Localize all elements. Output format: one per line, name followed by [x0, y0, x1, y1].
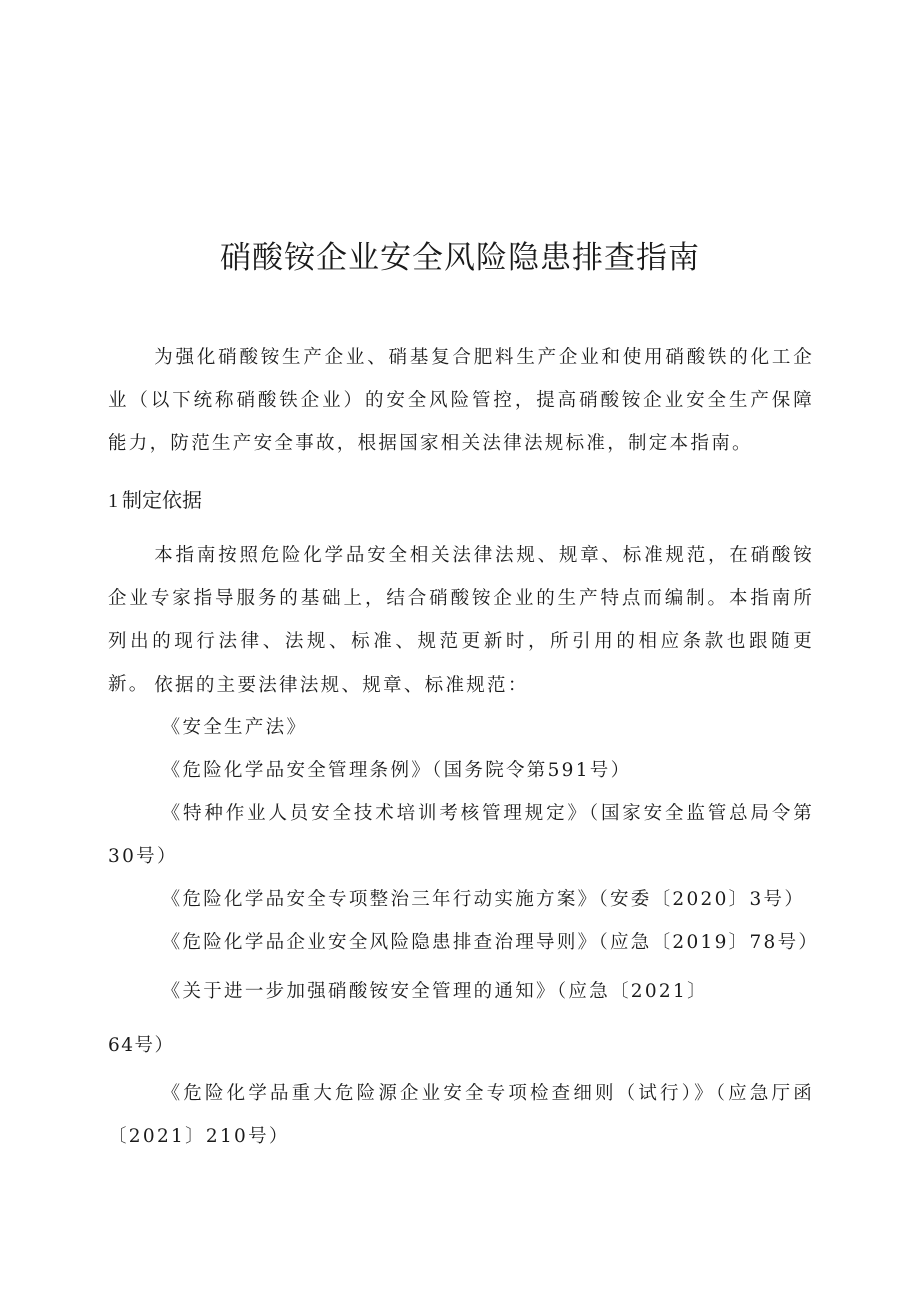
basis-paragraph: 本指南按照危险化学品安全相关法律法规、规章、标准规范，在硝酸铵企业专家指导服务的基础上，结合硝酸铵企业的生产特点而编制。本指南所列出的现行法律、法规、标准、规范更新时，所引用的相应条款也跟随更新。: [108, 545, 814, 695]
reference-item: 《危险化学品安全管理条例》（国务院令第591号）: [161, 760, 632, 781]
reference-item: 《特种作业人员安全技术培训考核管理规定》（国家安全监管总局令第30号）: [108, 803, 814, 867]
reference-item: 《安全生产法》: [161, 717, 308, 738]
reference-item: 《危险化学品企业安全风险隐患排查治理导则》（应急〔2019〕78号）: [161, 932, 820, 953]
basis-list-intro: 依据的主要法律法规、规章、标准规范：: [154, 675, 529, 696]
intro-paragraph: 为强化硝酸铵生产企业、硝基复合肥料生产企业和使用硝酸铁的化工企业（以下统称硝酸铁企业）的安全风险管控，提高硝酸铵企业安全生产保障能力，防范生产安全事故，根据国家相关法律法规标准，制定本指南。: [108, 347, 814, 454]
reference-item-continued: 64号）: [108, 1035, 175, 1056]
section-number: 1: [108, 490, 118, 512]
reference-item: 《危险化学品重大危险源企业安全专项检查细则（试行）》（应急厅函〔2021〕210号）: [108, 1083, 814, 1147]
section-heading: [108, 482, 202, 519]
section-title: 制定依据: [122, 488, 202, 512]
reference-item: 《关于进一步加强硝酸铵安全管理的通知》（应急〔2021〕: [161, 981, 708, 1002]
document-title: 硝酸铵企业安全风险隐患排查指南: [220, 240, 700, 276]
reference-item: 《危险化学品安全专项整治三年行动实施方案》（安委〔2020〕3号）: [161, 889, 806, 910]
